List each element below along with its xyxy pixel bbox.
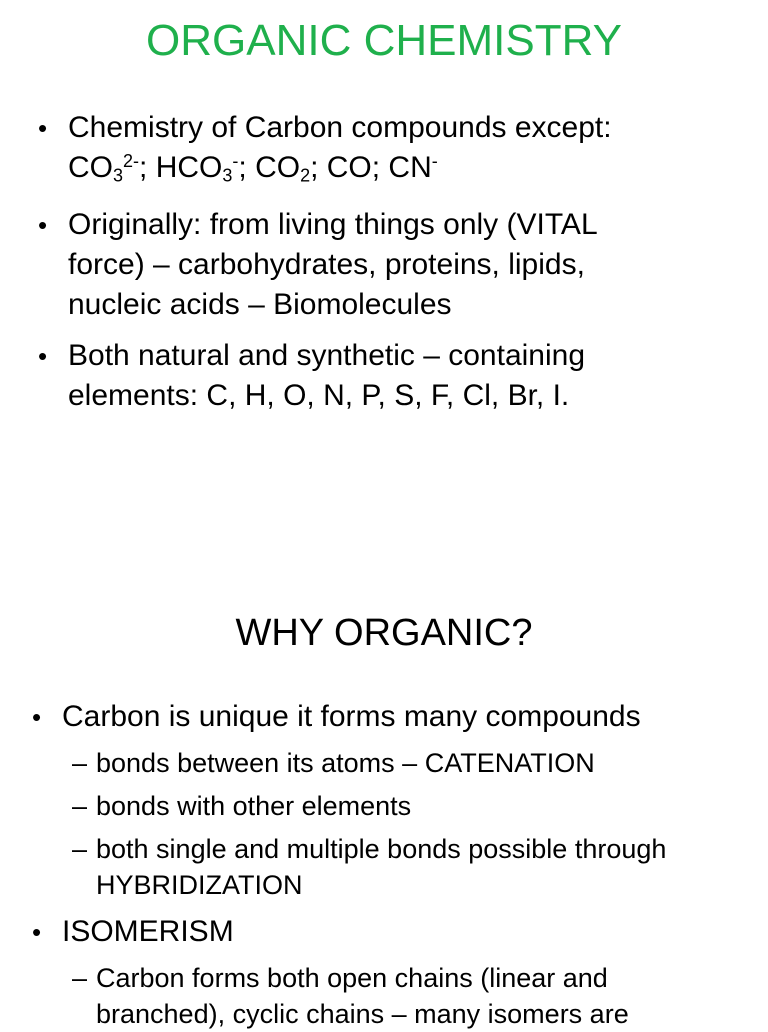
dash-glyph: – [72,834,88,864]
bullet-text: Chemistry of Carbon compounds except: [68,111,612,144]
formula-carbon-dioxide: $CO_2$; [255,151,327,186]
bullet-glyph: • [38,341,48,371]
slide-title: ORGANIC CHEMISTRY [146,16,622,65]
formula-carbon-monoxide: CO; [326,151,389,184]
bullet-text: ISOMERISM [62,915,234,948]
bullet-glyph: • [38,113,48,143]
dash-glyph: – [72,748,88,778]
bullet-text: Both natural and synthetic – containing [68,339,586,372]
bullet-text: Originally: from living things only (VITAL [68,208,598,241]
formula-bicarbonate: $HCO_3^-$; [155,151,256,186]
formula-carbonate: $CO_3^{2-}$; [68,151,156,186]
sub-item-text: Carbon forms both open chains (linear and [96,963,608,993]
formula-cyanide: CN- [388,151,438,184]
bullet-text: nucleic acids – Biomolecules [68,288,452,321]
slide-title: WHY ORGANIC? [235,612,533,654]
bullet-text: elements: C, H, O, N, P, S, F, Cl, Br, I. [68,379,570,412]
bullet-text: Carbon is unique it forms many compounds [62,700,641,733]
bullet-glyph: • [32,702,42,732]
bullet-glyph: • [32,917,42,947]
sub-item-text: both single and multiple bonds possible through [96,834,667,864]
dash-glyph: – [72,963,88,993]
bullet-glyph: • [38,210,48,240]
formula-line [68,148,612,188]
sub-item-text: bonds with other elements [96,791,412,821]
slide-why-organic [0,560,768,1029]
dash-glyph: – [72,791,88,821]
sub-item-text: HYBRIDIZATION [96,870,303,900]
sub-item-text: branched), cyclic chains – many isomers are [96,999,629,1029]
bullet-text: force) – carbohydrates, proteins, lipids, [68,248,585,281]
sub-item-text: bonds between its atoms – CATENATION [96,748,595,778]
